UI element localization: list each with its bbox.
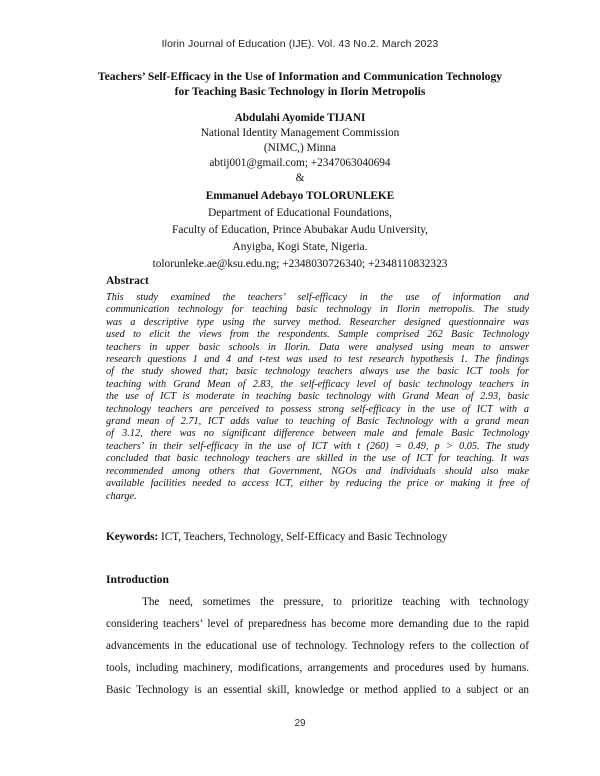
abstract-line: research questions 1 and 4 and t-test was used to test research hypothesis 1. The findings [106,354,529,366]
author-block [60,111,540,272]
abstract-line: of 3.12, there was no significant difference between male and female Basic Technology [106,428,529,440]
title-line: Teachers’ Self-Efficacy in the Use of Information and Communication Technology [97,70,503,83]
abstract-line: communication technology for teaching basic technology in Ilorin metropolis. The study [106,304,529,316]
abstract-line: the use of ICT is moderate in teaching basic technology with Grand Mean of 2.93, basic [106,391,529,403]
author-1-name: Abdulahi Ayomide TIJANI [234,112,366,124]
introduction-text [106,591,529,701]
abstract-line: concluded that basic technology teachers are skilled in the use of ICT for teaching. It was [106,453,529,465]
keywords-text: ICT, Teachers, Technology, Self-Efficacy and Basic Technology [158,531,448,543]
author-separator: & [295,172,305,184]
abstract-line: was a descriptive type using the survey method. Researcher designed questionnaire was [106,316,529,328]
introduction-heading: Introduction [106,573,169,586]
keywords [106,531,529,543]
abstract-heading: Abstract [106,275,149,287]
author-2-affiliation: Department of Educational Foundations, [208,207,392,219]
abstract-line: grand mean of 2.71, ICT adds value to teaching of Basic Technology with a grand mean [106,416,529,428]
abstract-line: charge. [106,490,137,502]
author-1-contact: abtij001@gmail.com; +2347063040694 [209,157,391,169]
running-head: Ilorin Journal of Education (IJE). Vol. 43 No.2. March 2023 [161,38,439,50]
abstract-line: teachers’ in their self-efficacy in the use of ICT with t (260) = 0.49, p > 0.05. The study [106,440,529,452]
introduction-line: The need, sometimes the pressure, to prioritize teaching with technology [142,596,529,608]
introduction-line: considering teachers’ level of preparedness has become more demanding due to the rapid [106,618,529,630]
article-title [60,69,540,99]
abstract-line: This study examined the teachers’ self-efficacy in the use of information and [106,292,529,303]
abstract-line: of the study showed that; basic technology teachers always use the basic ICT tools for [106,366,529,378]
abstract-line: recommended among others that Government, NGOs and individuals should also make [106,465,529,477]
author-2-name: Emmanuel Adebayo TOLORUNLEKE [205,190,395,202]
author-2-affiliation: Anyigba, Kogi State, Nigeria. [232,241,368,253]
page-number: 29 [294,718,306,729]
author-1-affiliation: National Identity Management Commission [200,127,400,139]
introduction-line: advancements in the educational use of technology. Technology refers to the collection of [106,640,529,652]
author-2-affiliation: Faculty of Education, Prince Abubakar Audu University, [172,224,428,236]
abstract-line: technology teachers are perceived to possess strong self-efficacy in the use of ICT with a [106,403,529,415]
author-1-affiliation: (NIMC,) Minna [263,142,337,154]
author-2-contact: tolorunleke.ae@ksu.edu.ng; +2348030726340; +2348110832323 [152,258,448,270]
title-line: for Teaching Basic Technology in Ilorin Metropolis [174,85,426,98]
introduction-line: tools, including machinery, modifications, arrangements and procedures used by humans. [106,662,529,674]
introduction-line: Basic Technology is an essential skill, knowledge or method applied to a subject or an [106,684,529,696]
keywords-label: Keywords: [106,531,159,543]
abstract-line: available facilities needed to access ICT, either by reducing the price or making it free of [106,478,529,490]
abstract-text [106,292,529,503]
abstract-line: teaching with Grand Mean of 2.83, the self-efficacy level of basic technology teachers in [106,378,529,390]
abstract-line: used to elicit the views from the respondents. Sample comprised 262 Basic Technology [106,329,529,341]
abstract-line: teachers in upper basic schools in Ilorin. Data were analysed using mean to answer [106,341,529,353]
